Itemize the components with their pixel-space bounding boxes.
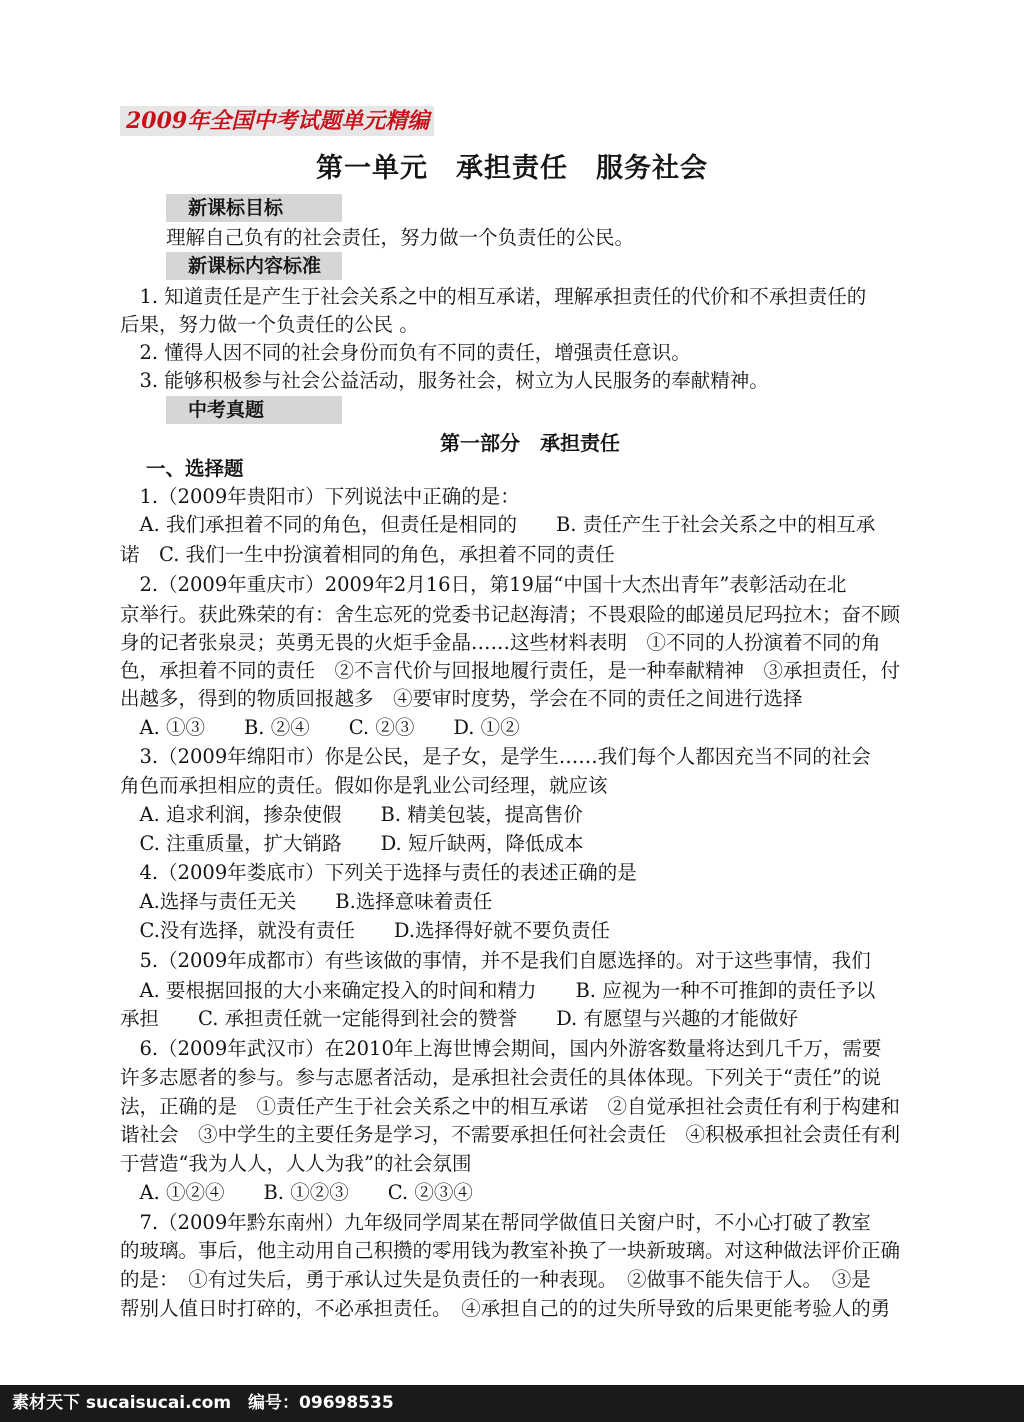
question-line: C. 注重质量，扩大销路 D. 短斤缺两，降低成本 (120, 832, 584, 855)
question-line: 5.（2009年成都市）有些该做的事情，并不是我们自愿选择的。对于这些事情，我们 (120, 949, 871, 972)
question-line: 2.（2009年重庆市）2009年2月16日，第19届“中国十大杰出青年”表彰活动在北 (120, 573, 847, 596)
question-line: 许多志愿者的参与。参与志愿者活动，是承担社会责任的具体体现。下列关于“责任”的说 (120, 1066, 881, 1089)
question-line: 京举行。获此殊荣的有：舍生忘死的党委书记赵海清；不畏艰险的邮递员尼玛拉木；奋不顾 (120, 603, 900, 626)
question-line: 诺 C. 我们一生中扮演着相同的角色，承担着不同的责任 (120, 543, 615, 566)
question-line: 的是： ①有过失后，勇于承认过失是负责任的一种表现。 ②做事不能失信于人。 ③是 (120, 1268, 871, 1291)
standard-item: 2. 懂得人因不同的社会身份而负有不同的责任，增强责任意识。 (120, 341, 691, 364)
question-line: 于营造“我为人人，人人为我”的社会氛围 (120, 1152, 472, 1175)
question-line: 1.（2009年贵阳市）下列说法中正确的是： (120, 485, 520, 508)
question-line: 6.（2009年武汉市）在2010年上海世博会期间，国内外游客数量将达到几千万，需要 (120, 1037, 882, 1060)
standard-label: 新课标内容标准 (166, 252, 342, 280)
question-line: 角色而承担相应的责任。假如你是乳业公司经理，就应该 (120, 774, 608, 797)
question-line: A. 我们承担着不同的角色，但责任是相同的 B. 责任产生于社会关系之中的相互承 (120, 513, 876, 536)
question-line: 身的记者张泉灵；英勇无畏的火炬手金晶……这些材料表明 ①不同的人扮演着不同的角 (120, 631, 881, 654)
question-line: 谐社会 ③中学生的主要任务是学习，不需要承担任何社会责任 ④积极承担社会责任有利 (120, 1123, 900, 1146)
question-line: 4.（2009年娄底市）下列关于选择与责任的表述正确的是 (120, 861, 637, 884)
watermark-bar: 素材天下 sucaisucai.com 编号：09698535 (0, 1385, 1024, 1422)
standard-item: 1. 知道责任是产生于社会关系之中的相互承诺，理解承担责任的代价和不承担责任的 (120, 285, 867, 308)
question-line: 3.（2009年绵阳市）你是公民，是子女，是学生……我们每个人都因充当不同的社会 (120, 745, 871, 768)
question-line: A.选择与责任无关 B.选择意味着责任 (120, 890, 493, 913)
question-line: 色，承担着不同的责任 ②不言代价与回报地履行责任，是一种奉献精神 ③承担责任，付 (120, 659, 900, 682)
collection-banner: 2009年全国中考试题单元精编 (120, 106, 434, 136)
question-line: A. 追求利润，掺杂使假 B. 精美包装，提高售价 (120, 803, 583, 826)
exam-label: 中考真题 (166, 396, 342, 424)
question-line: 的玻璃。事后，他主动用自己积攒的零用钱为教室补换了一块新玻璃。对这种做法评价正确 (120, 1239, 900, 1262)
question-line: 7.（2009年黔东南州）九年级同学周某在帮同学做值日关窗户时，不小心打破了教室 (120, 1211, 871, 1234)
question-line: A. ①②④ B. ①②③ C. ②③④ (120, 1181, 473, 1204)
standard-item: 后果，努力做一个负责任的公民 。 (120, 313, 419, 336)
goal-text: 理解自己负有的社会责任，努力做一个负责任的公民。 (166, 226, 635, 249)
question-line: 帮别人值日时打碎的，不必承担责任。 ④承担自己的的过失所导致的后果更能考验人的勇 (120, 1297, 891, 1320)
goal-label: 新课标目标 (166, 194, 342, 222)
question-line: A. 要根据回报的大小来确定投入的时间和精力 B. 应视为一种不可推卸的责任予以 (120, 979, 876, 1002)
part-title: 第一部分 承担责任 (440, 431, 620, 455)
question-line: A. ①③ B. ②④ C. ②③ D. ①② (120, 716, 520, 739)
question-line: C.没有选择，就没有责任 D.选择得好就不要负责任 (120, 919, 611, 942)
unit-title: 第一单元 承担责任 服务社会 (316, 153, 708, 184)
question-line: 承担 C. 承担责任就一定能得到社会的赞誉 D. 有愿望与兴趣的才能做好 (120, 1007, 798, 1030)
choice-heading: 一、选择题 (146, 457, 244, 480)
question-line: 出越多，得到的物质回报越多 ④要审时度势，学会在不同的责任之间进行选择 (120, 687, 803, 710)
standard-item: 3. 能够积极参与社会公益活动，服务社会，树立为人民服务的奉献精神。 (120, 369, 769, 392)
question-line: 法，正确的是 ①责任产生于社会关系之中的相互承诺 ②自觉承担社会责任有利于构建和 (120, 1095, 900, 1118)
